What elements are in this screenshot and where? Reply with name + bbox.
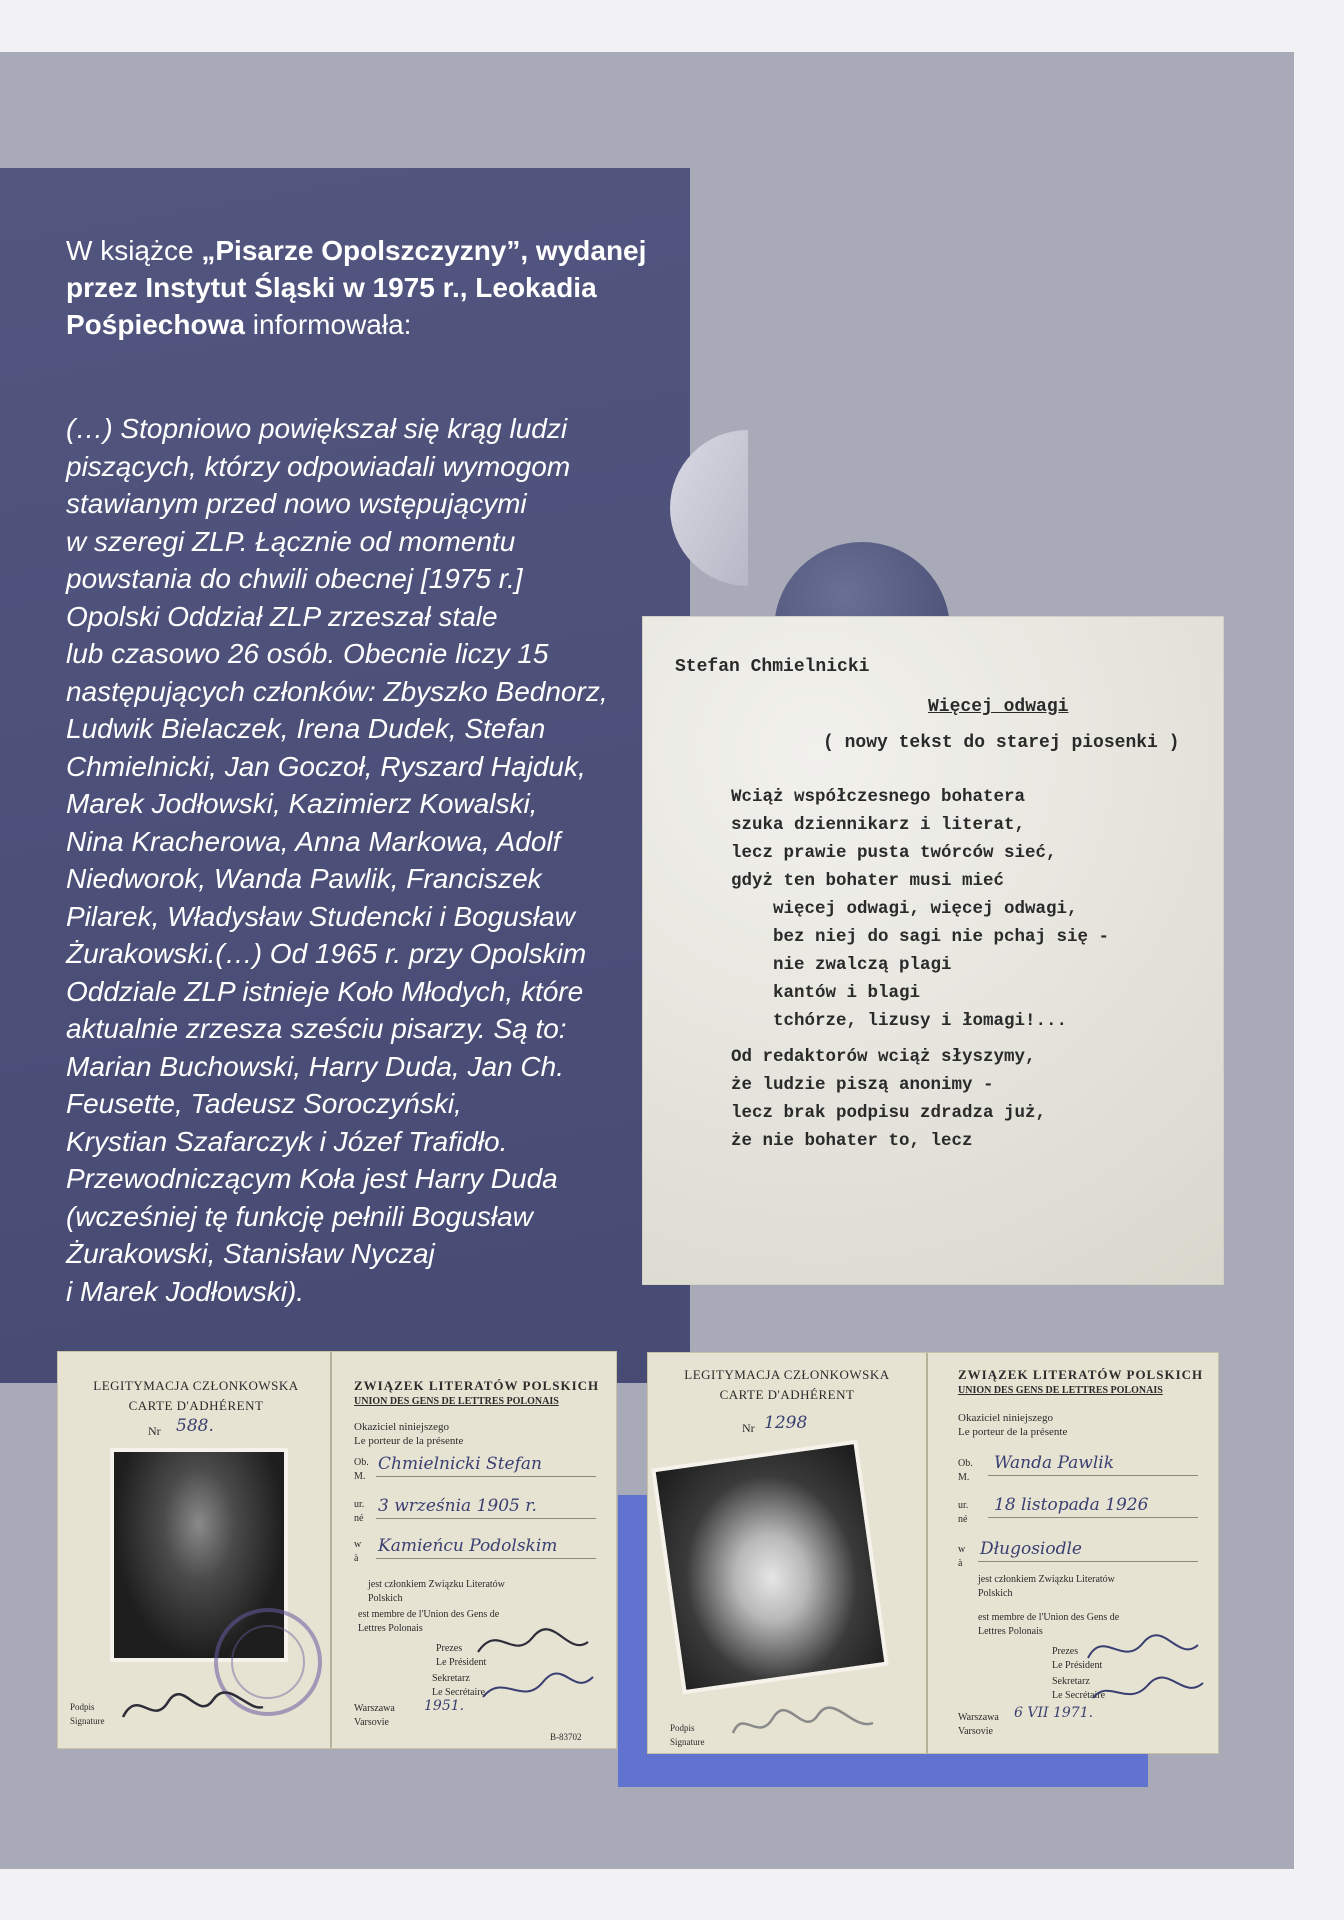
member-text: jest członkiem Związku Literatów Polskich [978, 1574, 1115, 1599]
intro-text-end: informowała: [244, 309, 412, 340]
field-line [376, 1476, 596, 1477]
member-photo [651, 1440, 889, 1695]
card-left-header: LEGITYMACJA CZŁONKOWSKA [684, 1367, 890, 1382]
card-fold [926, 1353, 928, 1753]
membership-card-pawlik [648, 1353, 1218, 1753]
member-text-fr: est membre de l'Union des Gens de Lettres Polonais [978, 1612, 1120, 1637]
member-name: Chmielnicki Stefan [378, 1454, 542, 1474]
poem-line: szuka dziennikarz i literat, [731, 815, 1026, 835]
ob-label: Ob. M. [354, 1457, 369, 1482]
poem-subtitle: ( nowy tekst do starej piosenki ) [823, 733, 1180, 753]
secretary-label: Sekretarz Le Secrétaire [432, 1673, 486, 1698]
card-number: 1298 [764, 1413, 808, 1433]
member-text: jest członkiem Związku Literatów Polskich [368, 1579, 505, 1604]
card-nr-label: Nr [148, 1424, 161, 1438]
poem-title: Więcej odwagi [928, 697, 1069, 717]
poem-line: kantów i blagi [731, 983, 921, 1003]
field-line [978, 1561, 1198, 1562]
poem-line: lecz prawie pusta twórców sieć, [731, 843, 1057, 863]
field-line [376, 1558, 596, 1559]
w-label: w à [354, 1539, 362, 1564]
card-fold [330, 1352, 332, 1748]
signatures-icon [1078, 1623, 1208, 1713]
intro-bold-text: „Pisarze Opolszczyzny”, wydanej przez Instytut Śląski w 1975 r., Leokadia Pośpiechowa [66, 235, 647, 340]
field-line [376, 1518, 596, 1519]
card-left-subheader: CARTE D'ADHÉRENT [128, 1398, 264, 1413]
secretary-label: Sekretarz Le Secrétaire [1052, 1676, 1106, 1701]
intro-text: W książce [66, 235, 202, 266]
card-right-header: ZWIĄZEK LITERATÓW POLSKICH [958, 1367, 1204, 1382]
member-name: Wanda Pawlik [994, 1453, 1115, 1473]
city-label: Warszawa Varsovie [958, 1712, 999, 1737]
poem-line: nie zwalczą plagi [731, 955, 952, 975]
member-text-fr: est membre de l'Union des Gens de Lettres Polonais [358, 1609, 500, 1634]
poem-line: tchórze, lizusy i łomagi!... [731, 1011, 1068, 1031]
ur-label: ur. né [354, 1499, 365, 1524]
signature-icon [728, 1703, 878, 1748]
poem-line: że ludzie piszą anonimy - [731, 1075, 994, 1095]
intro-paragraph [66, 232, 666, 343]
signatures-icon [468, 1622, 598, 1712]
president-label: Prezes Le Président [436, 1643, 487, 1668]
city-label: Warszawa Varsovie [354, 1703, 395, 1728]
card-right-header: ZWIĄZEK LITERATÓW POLSKICH [354, 1378, 600, 1393]
ob-label: Ob. M. [958, 1458, 973, 1483]
issue-date: 6 VII 1971. [1014, 1705, 1094, 1721]
poem-author: Stefan Chmielnicki [675, 657, 870, 677]
half-moon-decoration [658, 430, 748, 586]
poem-line: że nie bohater to, lecz [731, 1131, 973, 1151]
poem-line: gdyż ten bohater musi mieć [731, 871, 1005, 891]
card-number: 588. [176, 1416, 214, 1436]
field-line [988, 1475, 1198, 1476]
card-nr-label: Nr [742, 1421, 755, 1435]
card-right-subheader: UNION DES GENS DE LETTRES POLONAIS [354, 1396, 559, 1407]
card-left-header: LEGITYMACJA CZŁONKOWSKA [93, 1378, 299, 1393]
card-right-subheader: UNION DES GENS DE LETTRES POLONAIS [958, 1385, 1163, 1396]
holder-label: Okaziciel niniejszego Le porteur de la présente [354, 1421, 464, 1447]
poem-line: bez niej do sagi nie pchaj się - [731, 927, 1110, 947]
poem-line: lecz brak podpisu zdradza już, [731, 1103, 1047, 1123]
issue-date: 1951. [424, 1698, 465, 1714]
birth-date: 18 listopada 1926 [994, 1495, 1149, 1515]
president-label: Prezes Le Président [1052, 1646, 1103, 1671]
card-left-subheader: CARTE D'ADHÉRENT [719, 1387, 855, 1402]
birth-date: 3 września 1905 r. [378, 1496, 537, 1516]
poem-line: Od redaktorów wciąż słyszymy, [731, 1047, 1036, 1067]
signature-icon [118, 1682, 268, 1732]
poem-typescript [643, 617, 1223, 1284]
poem-line: Wciąż współczesnego bohatera [731, 787, 1026, 807]
quote-paragraph: (…) Stopniowo powiększał się krąg ludzi piszących, którzy odpowiadali wymogom stawianym przed nowo wstępującymi w szeregi ZLP. Łącznie od momentu powstania do chwili obecnej [1975 r.] Opolski Oddział ZLP zrzeszał stale lub czasowo 26 osób. Obecnie liczy 15 następujących członków: Zbyszko Bednorz, Ludwik Bielaczek, Irena Dudek, Stefan Chmielnicki, Jan Goczoł, Ryszard Hajduk, Marek Jodłowski, Kazimierz Kowalski, Nina Kracherowa, Anna Markowa, Adolf Niedworok, Wanda Pawlik, Franciszek Pilarek, Władysław Studencki i Bogusław Żurakowski.(…) Od 1965 r. przy Opolskim Oddziale ZLP istnieje Koło Młodych, które aktualnie zrzesza sześciu pisarzy. Są to: Marian Buchowski, Harry Duda, Jan Ch. Feusette, Tadeusz Soroczyński, Krystian Szafarczyk i Józef Trafidło. Przewodniczącym Koła jest Harry Duda (wcześniej tę funkcję pełnili Bogusław Żurakowski, Stanisław Nyczaj i Marek Jodłowski). [66, 413, 608, 1307]
birth-place: Długosiodle [980, 1539, 1082, 1559]
signature-label: Podpis Signature [70, 1702, 105, 1726]
birth-place: Kamieńcu Podolskim [378, 1536, 558, 1556]
w-label: w à [958, 1544, 966, 1569]
signature-label: Podpis Signature [670, 1723, 705, 1747]
serial-number: B-83702 [550, 1732, 582, 1742]
ur-label: ur. né [958, 1500, 969, 1525]
holder-label: Okaziciel niniejszego Le porteur de la présente [958, 1412, 1068, 1438]
poem-line: więcej odwagi, więcej odwagi, [731, 899, 1078, 919]
membership-card-chmielnicki [58, 1352, 616, 1748]
field-line [988, 1517, 1198, 1518]
